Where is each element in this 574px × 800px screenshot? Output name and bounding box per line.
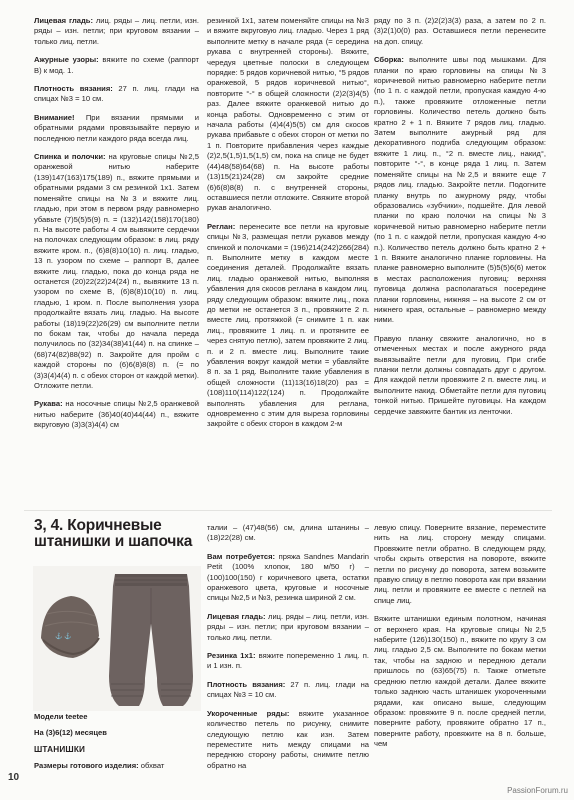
paragraph-heading: Резинка 1х1: [207,651,256,661]
section-title-line-2: штанишки и шапочка [34,533,193,550]
svg-text:⚓ ⚓: ⚓ ⚓ [55,634,72,640]
paragraph [34,152,199,391]
paragraph-heading: Ажурные узоры: [34,55,99,65]
age-range: На (3)6(12) месяцев [34,728,107,738]
top-column-2 [207,16,369,502]
paragraph-text: При вязании прямыми и обратными рядами провязывайте первую и последнюю петли каждого ряда всегда лиц. [34,112,199,143]
page-number: 10 [8,772,20,783]
paragraph-text: пряжа Sandnes Mandarin Petit (100% хлопок, 180 м/50 г) – (100)100(150) г коричневого цвета, остатки оранжевого цвета, круговые и носочные спицы №2,5 и №3, резинка шириной 2 см. [207,551,369,603]
paragraph [207,16,369,214]
paragraph-text: 27 п. лиц. глади на спицах №3 = 10 см. [34,84,199,104]
paragraph-text: ряду по 3 п. (2)2(2)3(3) раза, а затем по 2 п. (3)2(1)0(0) раз. Оставшиеся петли перенесите на доп. спицу. [374,16,546,46]
bottom-column-2 [207,523,369,785]
model-info [34,712,199,778]
paragraph-text: Правую планку свяжите аналогично, но в отмеченных местах и после ажурного ряда вывязывайте петли для пуговиц. При сгибе планки петли должны совпадать друг с другом. Для каждой петли провяжите 2 п. вместе лиц. и выполните накид. Обметайте петли для пуговиц тонкой нитью. Пришейте пуговицы. На каждом сердечке завяжите бантик из ленточки. [374,333,546,416]
paragraph-text: резинкой 1х1, затем поменяйте спицы на №3 и вяжите вкруговую лиц. гладью. Через 1 ряд выполните метку в начале ряда (= середина рукава с внутренней стороны). Вяжите, чередуя цветные полоски в следующем порядке: 5 рядов коричневой нитью, °5 рядов оранжевой, 5 рядов коричневой нитью°, повторите °-° в общей сложности (2)2(3)4(5) раз. Далее вяжите оранжевой нитью до конца работы. Одновременно с этим от начала работы (4)4(4)5(5) см для скосов рукава прибавьте с обеих сторон от метки по 1 п. Повторите прибавления через каждые (2)2,5(1,5)1,5(1,5) см, пока на спице не будет (44)48(58)64(68) п. На высоте работы (13)15(21)24(28) см закройте средние (6)6(8)8(8) п. с внутренней стороны, оставшиеся петли отложите. Свяжите второй рукав аналогично. [207,16,369,213]
paragraph [374,16,546,47]
paragraph-heading: Плотность вязания: [207,679,286,689]
paragraph-text: талии – (47)48(56) см, длина штанины – (18)22(28) см. [207,523,369,543]
paragraph-text: лиц. ряды – лиц. петли, изн. ряды – изн. петли; при круговом вязании – только лиц. петли. [34,16,199,46]
paragraph-text: левую спицу. Поверните вязание, переместите нить на лиц. сторону между спицами. Провяжите петли обратно. В следующем ряду, чтобы скрыть отверстия на повороте, вяжите петли по рисунку до поворота, затем возьмите правую спицу в петлю поворота как при вязании лиц. петли и провяжите ее вместе с петлей на спице лиц. [374,523,546,605]
watermark: PassionForum.ru [507,786,568,795]
paragraph-text: на круговые спицы №2,5 оранжевой нитью наберите (139)147(163)175(189) п., вяжите прямыми и обратными рядами 3 см резинкой 1х1. Затем поменяйте спицы на №3 и вяжите лиц. гладью, при этом в первом ряду равномерно убавьте (7)5(5)5(9) п. = (132)142(158)170(180) п. На высоте работы 4 см вывяжите сердечки на полочках следующим образом: в лиц. ряду вяжите кром. п., (6)8(8)10(10) п. лиц. гладью, 13 п. узором по схеме – раппорт В, далее вяжите лиц. гладью, пока до конца ряда не останется (20)22(22)24(24) п., вывяжите 13 п. узором по схеме В, (6)8(8)10(10) п. лиц. гладью, 1 кром. п. После выполнения узора продолжайте вязать лиц. гладью. На высоте работы (18)19(22)26(29) см выполните петли по бокам так, чтобы до начала переда получилось по (32)34(38)41(44) п. на спинке – (68)74(82)88(92) п. Закройте для пройм с каждой стороны по (6)6(8)8(8) п. (= по (3)3(4)4(4) п. с обеих сторон от каждой метки). Отложите петли. [34,152,199,390]
top-column-1 [34,16,199,502]
paragraph-heading: Рукава: [34,399,63,409]
paragraph [34,55,199,76]
paragraph [207,612,369,643]
paragraph-text: Вяжите штанишки единым полотном, начиная от верхнего края. На круговые спицы №2,5 наберите (126)130(150) п., вяжите по кругу 3 см лиц. гладью 2,5 см. Выполните по бокам метки так, чтобы на задною и переднюю детали пришлось по (63)65(75) п. Также отметьте среднюю петлю каждой детали. Далее вяжите только заднюю часть штанишек укороченными рядами, как описано выше, следующим образом: провяжите 9 п. после средней петли, поверните работу, провяжите обратно 17 п., поверните работу, провяжите на 8 п. больше, чем [374,614,546,749]
sizes-heading: Размеры готового изделия: [34,761,139,771]
section-title-line-1: 3, 4. Коричневые [34,518,162,534]
paragraph-text: 27 п. лиц. глади на спицах №3 = 10 см. [207,679,369,700]
paragraph-heading: Реглан: [207,221,236,231]
paragraph-heading: Лицевая гладь: [207,611,266,621]
paragraph-text: вяжите указанное количество петель по рисунку, снимите следующую петлю как изн. Затем переместите нить между спицами на переднюю сторону работы, снимите петлю обратно на [207,708,369,770]
paragraph [374,614,546,749]
paragraph-heading: Вам потребуется: [207,551,276,561]
paragraph [34,399,199,430]
paragraph-heading: Внимание! [34,112,75,122]
model-label: Модели teetee [34,712,88,721]
paragraph-text: лиц. ряды – лиц. петли, изн. ряды – изн. петли; при круговом вязании – только лиц. петли. [207,611,369,642]
paragraph-heading: Плотность вязания: [34,84,113,94]
paragraph [207,651,369,672]
paragraph [207,680,369,701]
paragraph-text: вяжите попеременно 1 лиц. п. и 1 изн. п. [207,651,369,671]
paragraph-heading: Спинка и полочки: [34,152,106,162]
top-column-3 [374,16,546,502]
paragraph-heading: Лицевая гладь: [34,16,94,25]
paragraph-text: на носочные спицы №2,5 оранжевой нитью наберите (36)40(40)44(44) п., вяжите вкруговую (3)3(3)4(4) см [34,399,199,430]
paragraph [207,523,369,544]
sizes-text: обхват [138,761,165,771]
paragraph [34,113,199,144]
bottom-column-3 [374,523,546,785]
paragraph [34,16,199,47]
paragraph-text: перенесите все петли на круговые спицы №3, размещая петли рукавов между спинкой и полочками = (196)214(242)266(284) п. Выполните метку в каждом месте соединения деталей. Продолжайте вязать лиц. гладью оранжевой нитью, выполняя убавления для скосов реглана в каждом лиц. ряду следующим образом: вяжите лиц., пока до метки не останется 3 п., провяжите 2 п. вместе лиц. протяжкой (= снимите 1 п. как лиц., провяжите 1 лиц. п. и протяните ее через снятую петлю), затем провяжите 2 лиц. п. и 2 п. вместе лиц. Выполните такие убавления вокруг каждой метки = убавляйте 8 п. за 1 ряд. Выполните такие убавления в общей сложности (11)13(16)18(20) раз = (108)110(114)122(124) п. Продолжайте выполнять убавления для реглана, одновременно с этим для выреза горловины закройте с обеих сторон в каждом 2-м [207,221,369,429]
subtitle-trousers: ШТАНИШКИ [34,744,86,754]
paragraph [374,523,546,606]
paragraph [374,55,546,326]
paragraph-heading: Сборка: [374,55,404,65]
paragraph [207,222,369,430]
paragraph [34,84,199,105]
paragraph-text: вяжите по схеме (раппорт В) к мод. 1. [34,55,199,75]
paragraph [207,552,369,604]
paragraph [374,334,546,417]
product-photo [33,566,201,711]
paragraph-heading: Укороченные ряды: [207,708,290,718]
paragraph-text: выполните швы под мышками. Для планки по краю горловины на спицы №3 коричневой нитью равномерно наберите петли (по 1 п. с каждой петли, пропуская каждую 4-ю п.), также провяжите отложенные петли горловины. Количество петель должно быть кратно 2 + 1 п. Вяжите 7 рядов лиц. гладью. Затем выполните ажурный ряд для декоративного подгиба следующим образом: вяжите 1 лиц. п., °2 п. вместе лиц., накид°, повторите °-°, в конце ряда 1 лиц. п. Затем поменяйте спицы на №2,5 и вяжите еще 7 рядов лиц. гладью. Закройте петли. Подогните планку внутрь по ажурному ряду, чтобы образовались «зубчики», подшейте. Для левой планки по краю полочки на спицы №3 коричневой нитью равномерно наберите петли (по 1 п. с каждой петли, пропуская каждую 4-ю п.). Количество петель должно быть кратно 2 + 1 п. Вяжите аналогично планке горловины. На планке равномерно выполните (5)5(5)6(6) меток в местах расположения пуговиц: верхняя пуговица должна располагаться посередине планки горловины, нижняя – на высоте 2 см от нижнего края, остальные – равномерно между ними. [374,55,546,325]
paragraph [207,709,369,771]
